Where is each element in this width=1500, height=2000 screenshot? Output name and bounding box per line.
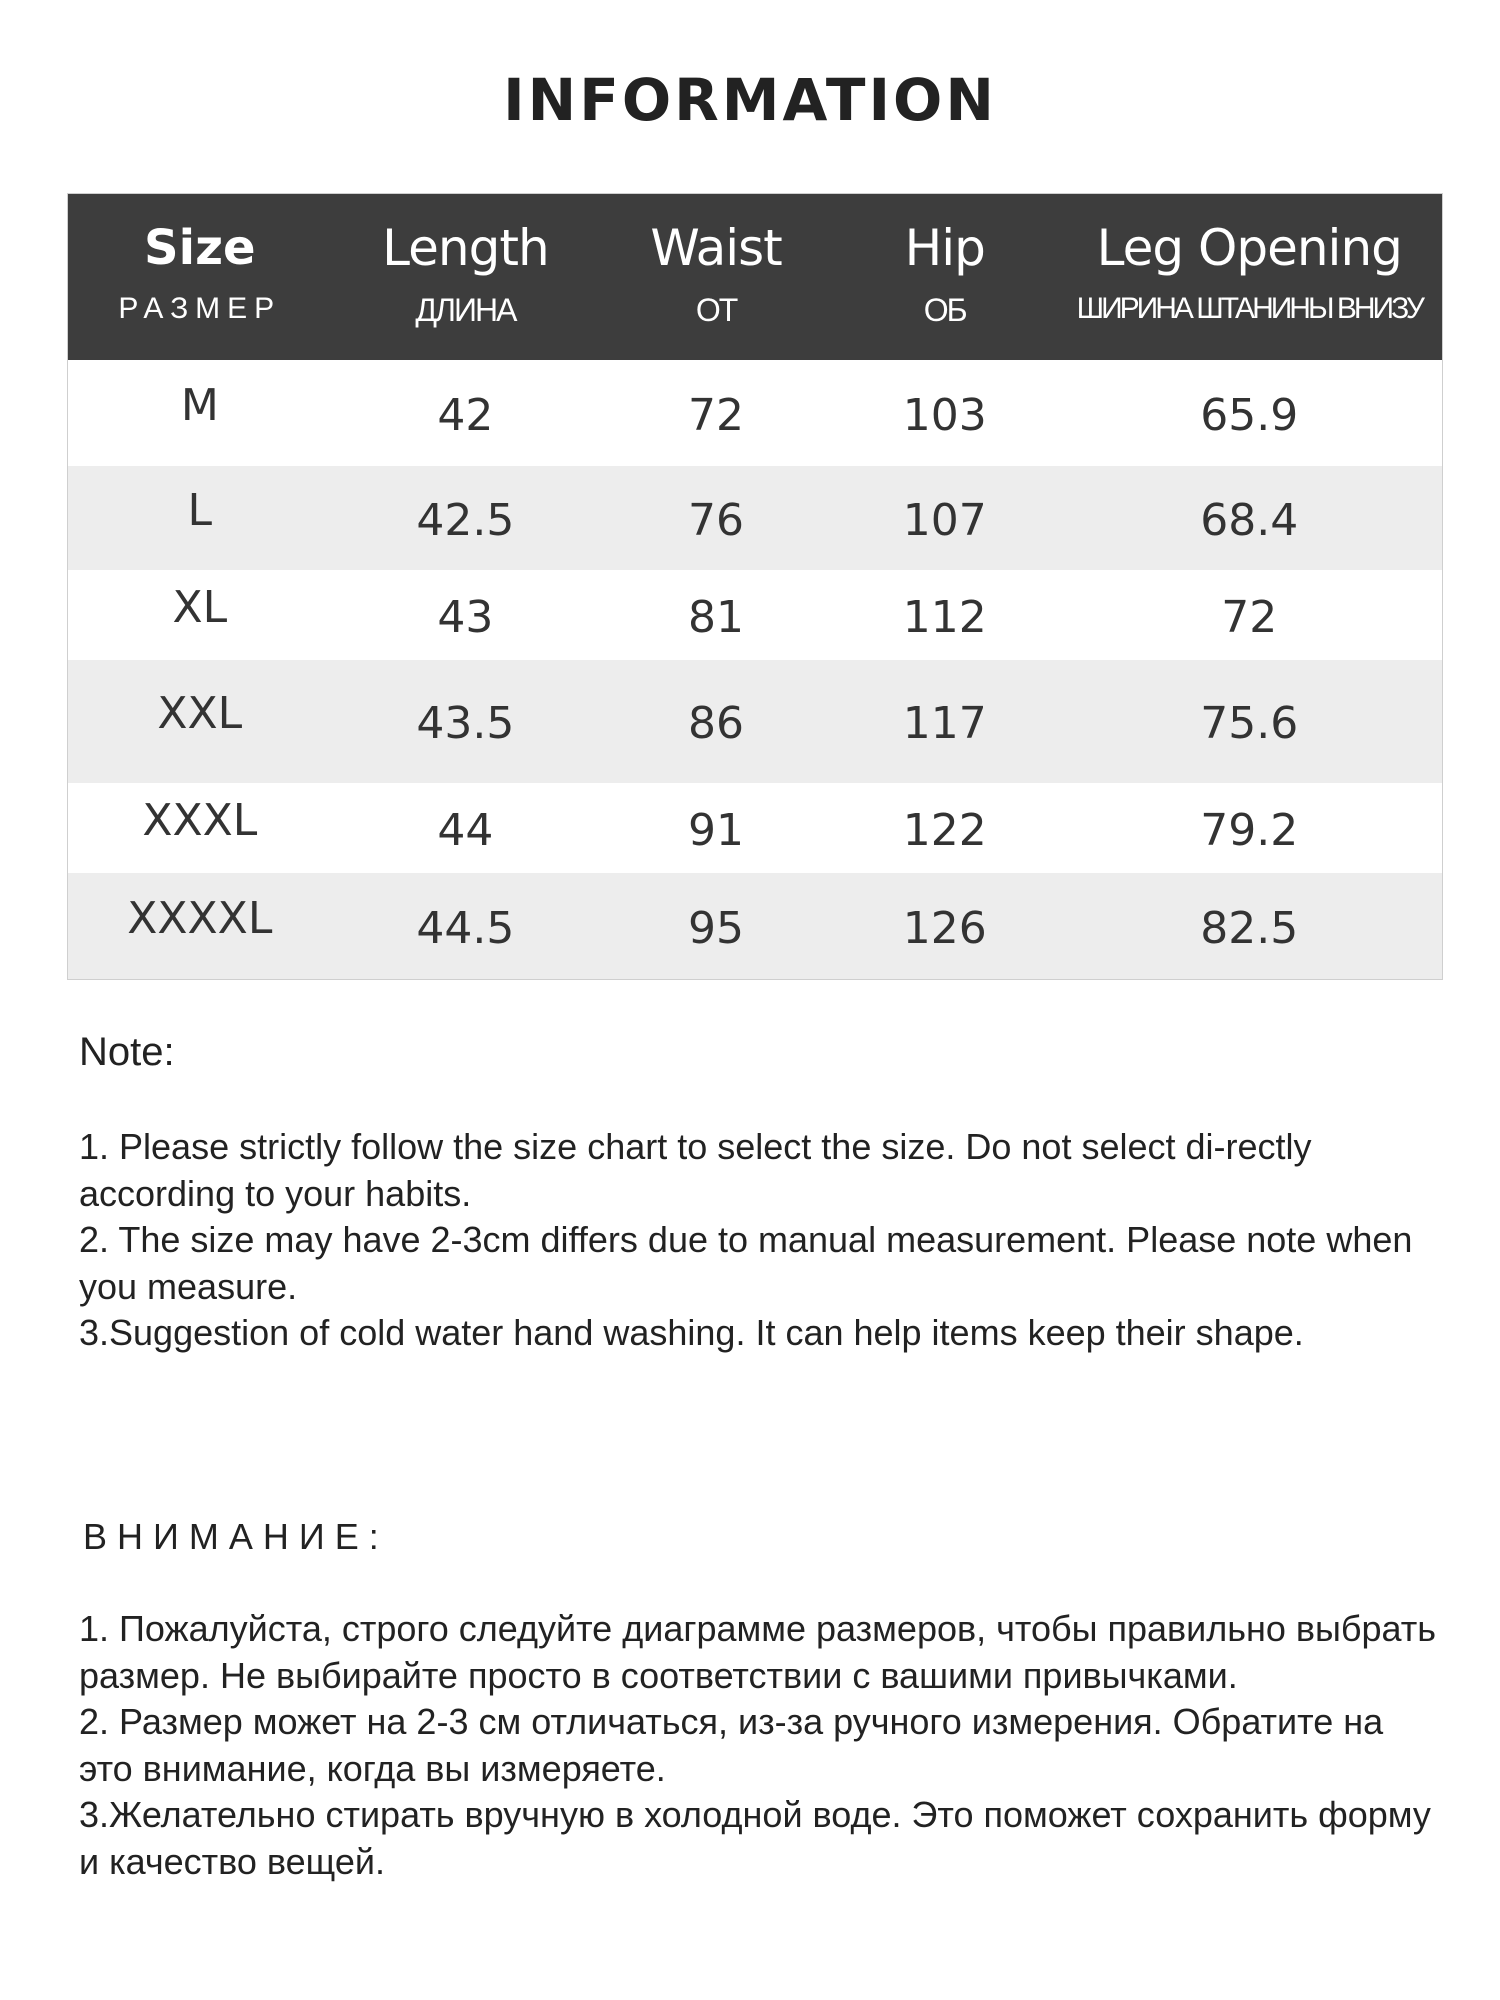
hip-cell: 107 [902, 494, 987, 546]
length-cell: 43 [437, 591, 494, 643]
page-title: INFORMATION [503, 66, 997, 134]
note-line: 3.Suggestion of cold water hand washing. It can help items keep their shape. [79, 1312, 1304, 1353]
note-heading: Note: [79, 1030, 175, 1074]
hip-cell: 126 [902, 902, 987, 954]
length-cell: 42 [437, 389, 494, 441]
hip-cell: 117 [902, 698, 987, 749]
waist-cell: 95 [688, 902, 745, 954]
leg-opening-cell: 79.2 [1200, 804, 1299, 856]
length-cell: 44.5 [416, 902, 515, 954]
table-row [68, 873, 1442, 979]
table-row [68, 360, 1442, 466]
attention-line: 1. Пожалуйста, строго следуйте диаграмме размеров, чтобы правильно выбрать размер. Не выбирайте просто в соответствии с вашими привычками. [79, 1608, 1437, 1696]
table-row [68, 570, 1442, 660]
table-header [68, 194, 1442, 360]
size-cell: M [180, 379, 219, 431]
header-length-en: Length [382, 219, 549, 277]
size-cell: XL [172, 581, 228, 633]
leg-opening-cell: 82.5 [1200, 902, 1299, 954]
header-leg-opening [1057, 194, 1442, 360]
size-cell: L [187, 484, 213, 536]
header-length-ru: ДЛИНА [415, 292, 516, 328]
header-hip-en: Hip [904, 219, 985, 277]
attention-heading: ВНИМАНИЕ: [83, 1516, 389, 1557]
size-cell: XXL [157, 688, 243, 739]
leg-opening-cell: 68.4 [1200, 494, 1299, 546]
note-body [79, 1124, 1419, 1357]
hip-cell: 112 [902, 591, 987, 643]
attention-body [79, 1606, 1439, 1885]
header-waist [599, 194, 833, 360]
note-line: 2. The size may have 2-3cm differs due to manual measurement. Please note when you measure. [79, 1219, 1413, 1307]
length-cell: 44 [437, 804, 494, 856]
waist-cell: 81 [688, 591, 745, 643]
table-row [68, 660, 1442, 783]
attention-line: 2. Размер может на 2-3 см отличаться, из-за ручного измерения. Обратите на это внимание, когда вы измеряете. [79, 1701, 1384, 1789]
header-waist-ru: ОТ [695, 292, 737, 328]
table-row [68, 783, 1442, 873]
table-row [68, 466, 1442, 570]
hip-cell: 103 [902, 389, 987, 441]
size-cell: XXXXL [127, 892, 273, 944]
leg-opening-cell: 72 [1221, 591, 1278, 643]
length-cell: 42.5 [416, 494, 515, 546]
size-cell: XXXL [142, 794, 258, 846]
hip-cell: 122 [902, 804, 987, 856]
waist-cell: 91 [688, 804, 745, 856]
header-size-en: Size [144, 220, 256, 276]
waist-cell: 72 [688, 389, 745, 441]
waist-cell: 86 [688, 698, 745, 749]
header-leg-opening-en: Leg Opening [1096, 219, 1402, 277]
length-cell: 43.5 [416, 698, 515, 749]
header-hip-ru: ОБ [923, 292, 966, 328]
header-length [332, 194, 600, 360]
header-size-ru: РАЗМЕР [118, 292, 282, 325]
size-table [67, 193, 1443, 980]
note-line: 1. Please strictly follow the size chart to select the size. Do not select di-rectly according to your habits. [79, 1126, 1312, 1214]
waist-cell: 76 [688, 494, 745, 546]
leg-opening-cell: 75.6 [1200, 698, 1299, 749]
header-leg-opening-ru: ШИРИНА ШТАНИНЫ ВНИЗУ [1076, 292, 1422, 325]
leg-opening-cell: 65.9 [1200, 389, 1299, 441]
header-size [68, 194, 332, 360]
header-hip [833, 194, 1057, 360]
header-waist-en: Waist [650, 219, 782, 277]
attention-line: 3.Желательно стирать вручную в холодной воде. Это поможет сохранить форму и качество вещей. [79, 1794, 1431, 1882]
